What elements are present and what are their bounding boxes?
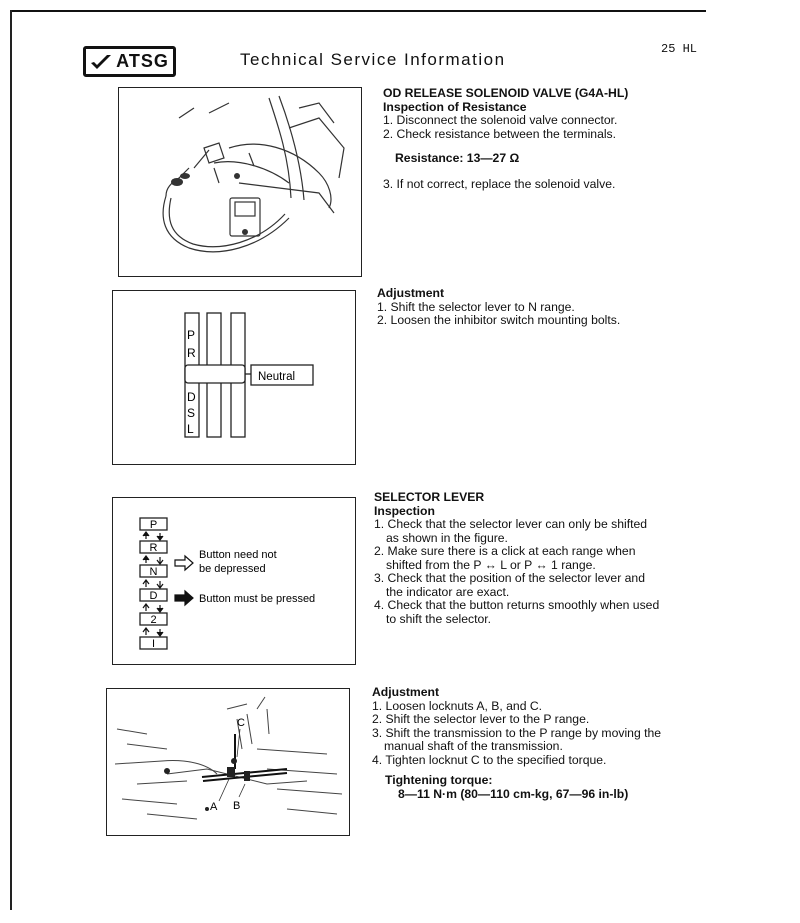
legend-not-depressed-line2: be depressed [199,563,266,575]
section-title: Adjustment [377,286,445,300]
section-selector-lever [374,491,660,626]
range-letter: P [187,328,196,342]
arrow-pair-hollow-icon [143,580,163,588]
filled-arrow-icon [175,591,193,605]
solenoid-illustration [119,88,360,275]
range-letter: S [187,406,196,420]
section-subtitle: Inspection [374,503,435,518]
range-label: N [149,566,158,578]
range-letter: L [187,422,194,436]
section-subtitle: Inspection of Resistance [383,99,527,114]
arrow-pair-mixed-icon [143,556,163,564]
range-letter: D [187,390,196,404]
step-item: 1. Check that the selector lever can only be shifted as shown in the figure. [374,517,648,545]
step-item: 4. Tighten locknut C to the specified torque. [372,752,607,767]
section-title: SELECTOR LEVER [374,490,485,504]
atsg-logo [83,46,176,77]
section-title: OD RELEASE SOLENOID VALVE (G4A-HL) [383,86,629,100]
step-item: 4. Check that the button returns smoothly when used to shift the selector. [374,598,660,626]
range-label: 2 [150,614,157,626]
step-item: 2. Shift the selector lever to the P range. [372,712,590,726]
torque-spec-label: Tightening torque: [385,773,493,787]
step-item: 3. Check that the position of the selector lever and the indicator are exact. [374,571,645,599]
step-item: 2. Check resistance between the terminals. [383,126,617,141]
page-left-border [10,10,12,910]
hollow-arrow-icon [175,556,193,570]
neutral-callout: Neutral [258,371,296,383]
locknut-illustration [107,689,348,834]
range-label: D [149,590,158,602]
step-item: 1. Shift the selector lever to N range. [377,299,575,314]
inhibitor-switch-figure [112,290,356,465]
locknut-adjustment-figure [106,688,350,836]
torque-spec-value: 8—11 N·m (80—110 cm-kg, 67—96 in-lb) [398,786,629,801]
step-item: 3. Shift the transmission to the P range by moving the manual shaft of the transmission. [372,725,662,753]
arrow-pair-hollow-filled-icon [143,604,163,612]
page-header-title: Technical Service Information [240,50,506,69]
section-adjustment-inhibitor [377,287,677,328]
step-item: 2. Make sure there is a click at each range when shifted from the P ↔ L or P ↔ 1 range. [374,544,636,572]
solenoid-valve-figure [118,87,362,277]
step-item: 2. Loosen the inhibitor switch mounting bolts. [377,313,621,327]
selector-range-diagram [113,498,354,663]
page-number: 25 HL [661,42,698,56]
range-label: R [149,542,158,554]
locknut-label-a: A [210,801,218,813]
section-title: Adjustment [372,685,440,699]
legend-not-depressed-line1: Button need not [199,549,277,561]
step-item: 3. If not correct, replace the solenoid valve. [383,176,616,191]
step-item: 1. Disconnect the solenoid valve connector. [383,113,618,127]
arrow-pair-hollow-filled-icon [143,628,163,636]
range-label: I [151,638,156,650]
legend-must-press: Button must be pressed [199,593,316,605]
logo-text: ATSG [116,51,169,71]
locknut-label-c: C [237,717,245,729]
neutral-position-diagram [113,291,354,463]
arrow-pair-filled-icon [143,532,163,540]
range-label: P [149,519,158,531]
step-item: 1. Loosen locknuts A, B, and C. [372,698,543,713]
selector-lever-figure [112,497,356,665]
checkmark-flag-icon [90,54,112,70]
resistance-spec: Resistance: 13—27 Ω [395,151,520,165]
range-letter: R [187,346,196,360]
locknut-label-b: B [233,800,241,812]
section-od-release-solenoid [383,87,673,191]
section-adjustment-locknuts [372,686,662,801]
page-top-border [10,10,706,12]
